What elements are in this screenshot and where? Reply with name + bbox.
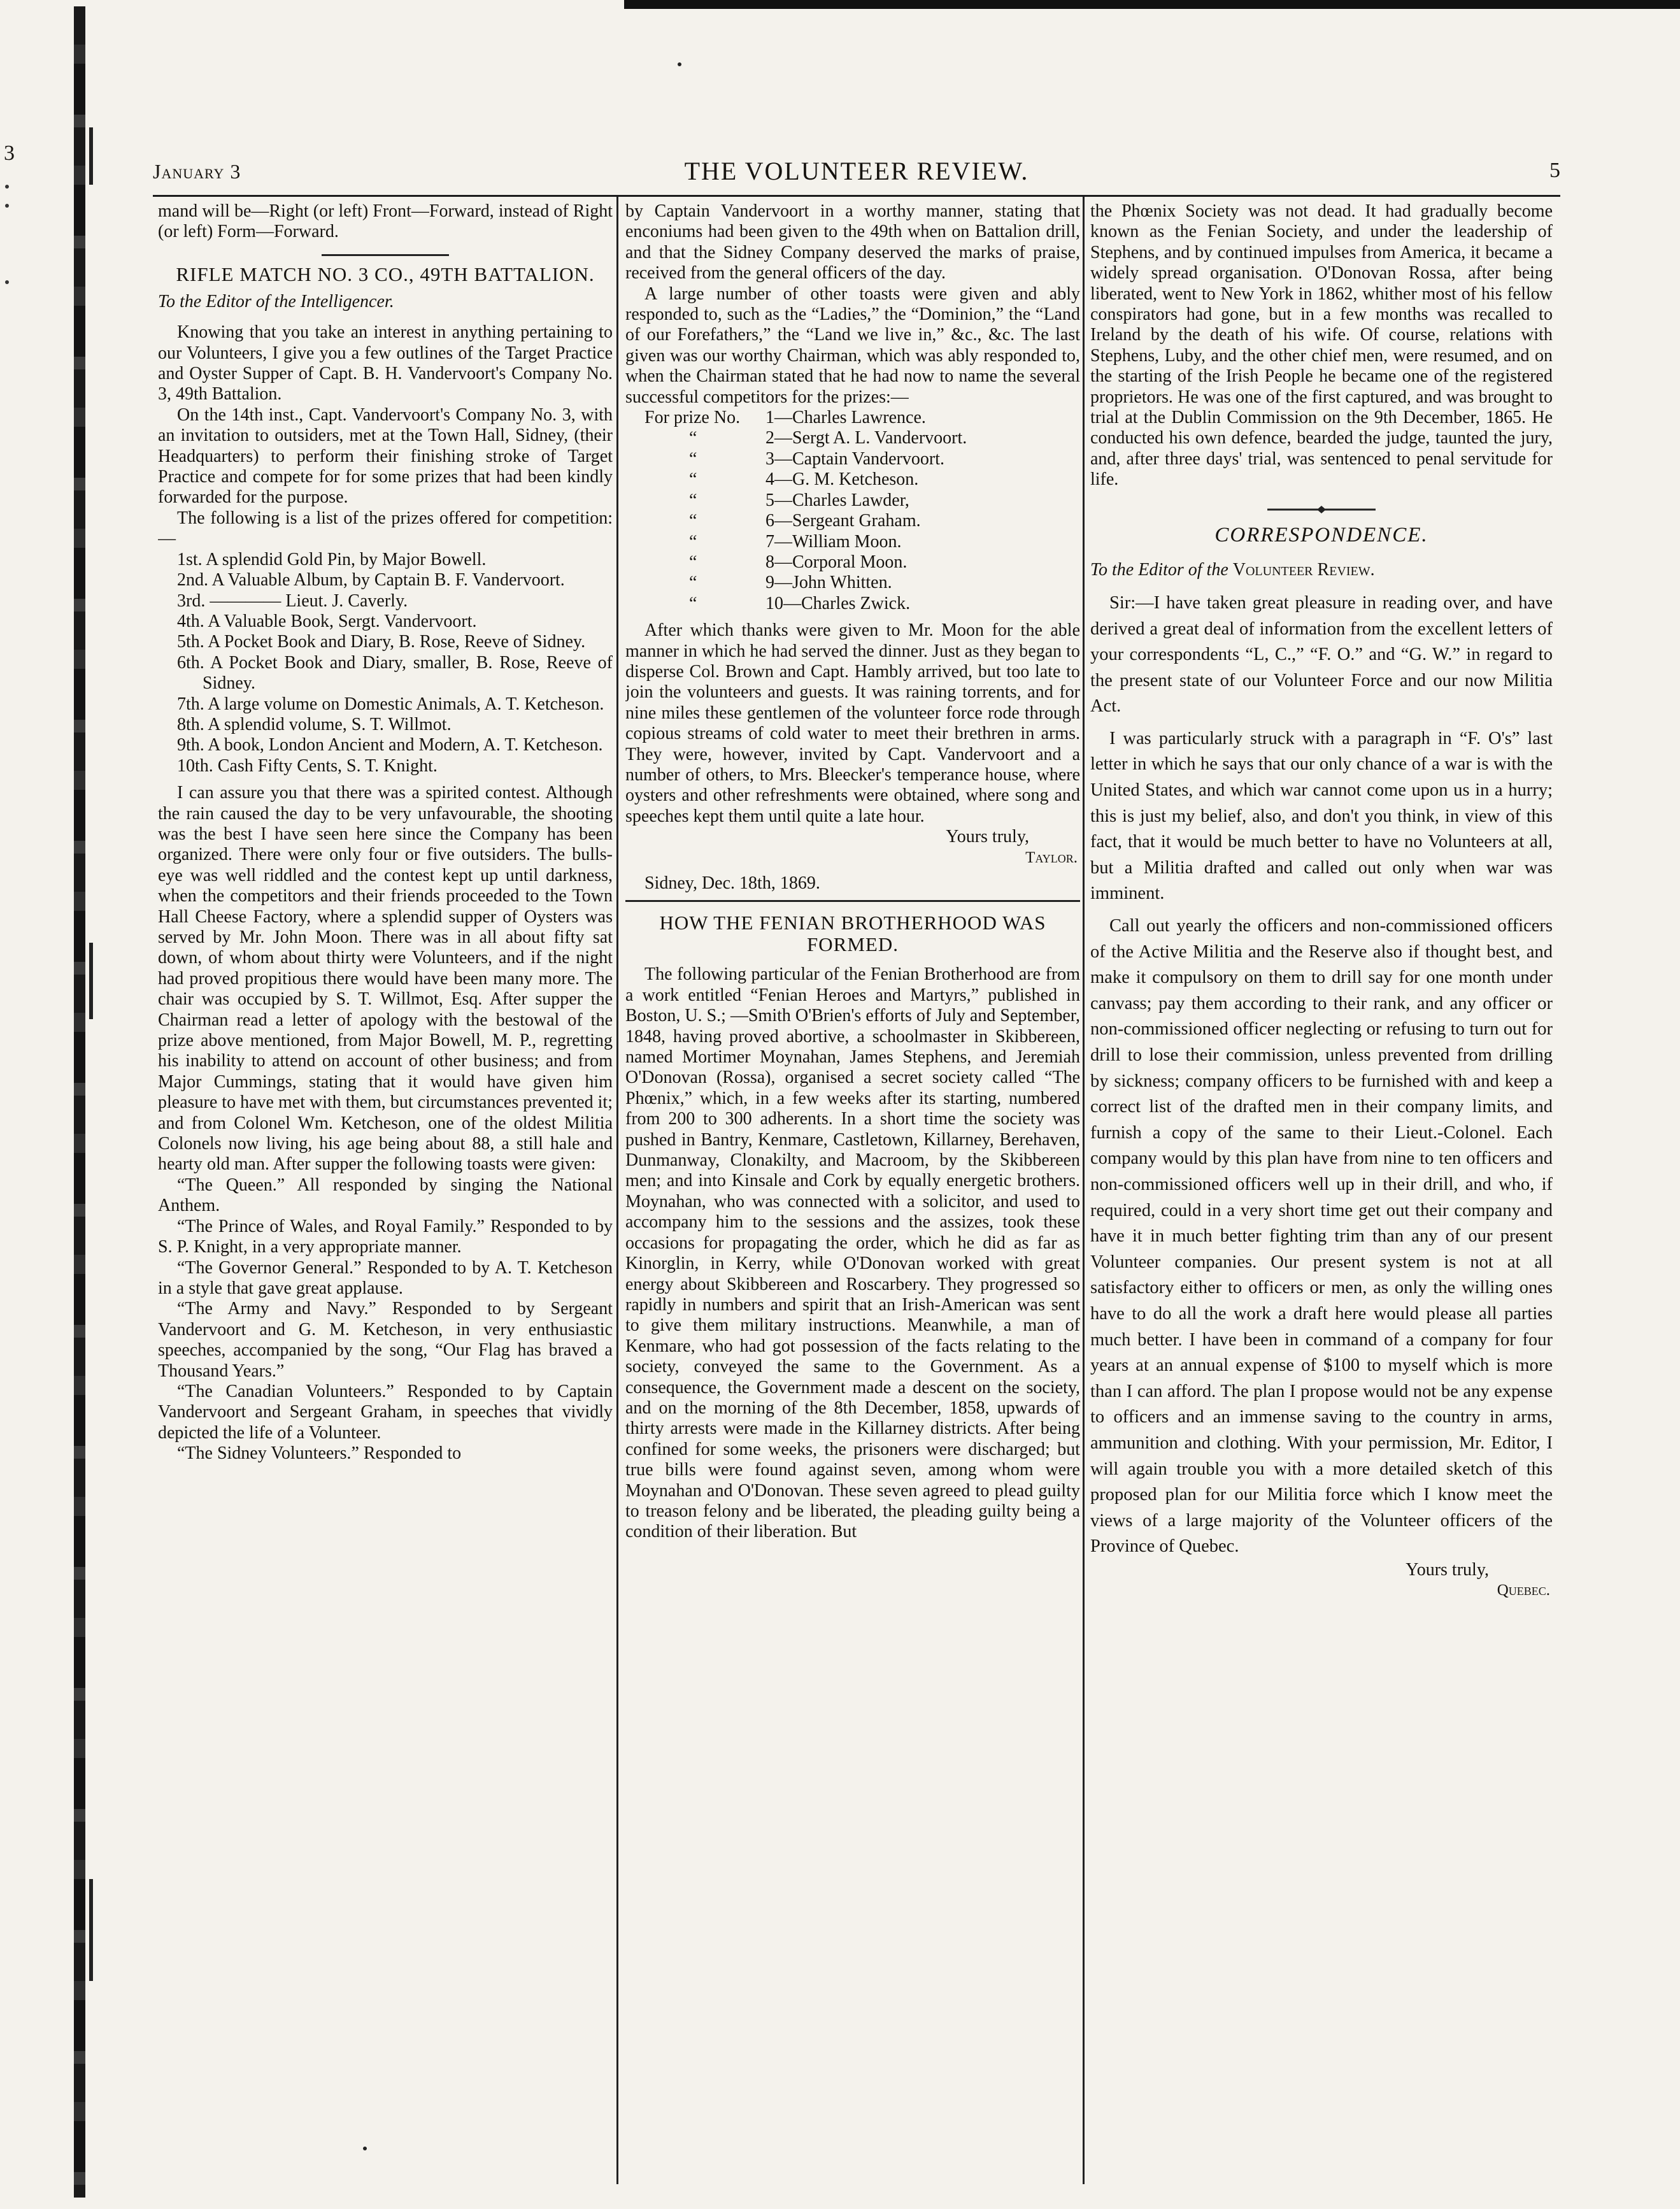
paragraph: After which thanks were given to Mr. Moon for the able manner in which he had served the dinner. Just as they began to disperse Col. Brown and Capt. Hambly arrived, but too late to join the volunteers and guests. It was raining torrents, and for nine miles these gentlemen of the volunteer force rode through copious streams of cold water to meet their brethren in arms. They were, however, invited by Capt. Vandervoort and a number of others, to Mrs. Bleecker's temperance house, where oysters and other refreshments were obtained, where song and speeches kept them until quite a late hour. xyxy=(625,620,1080,826)
ditto-mark: “ xyxy=(689,593,697,613)
prize-item: 1st. A splendid Gold Pin, by Major Bowell. xyxy=(177,549,487,569)
winner-row xyxy=(625,594,1080,614)
column-rule xyxy=(616,197,618,2184)
ditto-mark: “ xyxy=(689,490,697,510)
prize-list xyxy=(158,550,613,776)
winner-name: 1—Charles Lawrence. xyxy=(765,408,926,428)
winner-row xyxy=(625,573,1080,593)
paragraph: I was particularly struck with a paragraph in “F. O's” last letter in which he says that our only chance of a war is with the United States, and which war cannot come upon us in a hurry; this is just my belief, also, and don't you think, in view of this fact, that it would be much better to have no Volunteers at all, but a Militia drafted and called out only when war was imminent. xyxy=(1090,728,1553,904)
masthead-title: THE VOLUNTEER REVIEW. xyxy=(684,157,1029,185)
toast-paragraph: “The Governor General.” Responded to by A. T. Ketcheson in a style that gave great applause. xyxy=(158,1257,613,1298)
binding-mark xyxy=(89,1879,93,1981)
margin-speck xyxy=(5,280,9,284)
column-1 xyxy=(158,201,613,2182)
winner-name: 5—Charles Lawder, xyxy=(765,490,909,510)
paragraph: the Phœnix Society was not dead. It had gradually become known as the Fenian Society, and under the leadership of Stephens, and by continued impulses from America, it became a widely spread organisation. O'Donovan Rossa, after being liberated, went to New York in 1862, whither most of his fellow conspirators had gone, but in a few months was recalled to Ireland by the death of his wife. Of course, relations with Stephens, Luby, and the other chief men, were resumed, and on the starting of the Irish People he became one of the registered proprietors. He was one of the first captured, and was brought to trial at the Dublin Commission on the 9th December, 1865. He conducted his own defence, bearded the judge, taunted the jury, and, after three days' trial, was sentenced to penal servitude for life. xyxy=(1090,201,1553,490)
prize-item: 4th. A Valuable Book, Sergt. Vandervoort. xyxy=(177,611,477,631)
margin-speck xyxy=(5,185,9,189)
section-ornament xyxy=(1090,499,1553,520)
to-editor-prefix: To the Editor of the xyxy=(1090,559,1228,580)
letter-body xyxy=(1090,913,1553,1560)
toast-paragraph: “The Canadian Volunteers.” Responded to by Captain Vandervoort and Sergeant Graham, in speeches that vividly depicted the life of a Volunteer. xyxy=(158,1381,613,1443)
signature: Taylor. xyxy=(1025,848,1078,866)
paragraph: Knowing that you take an interest in anything pertaining to our Volunteers, I give you a few outlines of the Target Practice and Oyster Supper of Capt. B. H. Vandervoort's Company No. 3, 49th Battalion. xyxy=(158,322,613,404)
closing: Yours truly, xyxy=(946,827,1029,847)
section-rule xyxy=(625,900,1080,902)
winner-name: 10—Charles Zwick. xyxy=(765,593,911,613)
to-editor-line: To the Editor of the Intelligencer. xyxy=(158,291,394,311)
winner-row xyxy=(625,469,1080,490)
toast-paragraph: “The Queen.” All responded by singing the National Anthem. xyxy=(158,1175,613,1216)
winner-row xyxy=(625,511,1080,531)
prize-item: 7th. A large volume on Domestic Animals, A. T. Ketcheson. xyxy=(177,694,604,714)
winner-prefix: For prize No. xyxy=(644,408,741,428)
prize-item: 8th. A splendid volume, S. T. Willmot. xyxy=(177,714,452,734)
margin-speck xyxy=(5,204,9,208)
signature: Quebec. xyxy=(1497,1582,1550,1599)
paragraph: by Captain Vandervoort in a worthy manner, stating that enconiums had been given to the 49th when on Battalion drill, and that the Sidney Company deserved the marks of praise, received from the general officers of the day. xyxy=(625,201,1080,283)
ditto-mark: “ xyxy=(689,428,697,448)
scan-edge-bar xyxy=(624,0,1680,9)
prize-item: 10th. Cash Fifty Cents, S. T. Knight. xyxy=(177,755,438,776)
prize-item: 3rd. ———— Lieut. J. Caverly. xyxy=(177,590,408,611)
ditto-mark: “ xyxy=(689,511,697,531)
margin-page-number: 3 xyxy=(4,141,15,165)
ditto-mark: “ xyxy=(689,573,697,593)
ditto-mark: “ xyxy=(689,531,697,552)
article-continuation: mand will be—Right (or left) Front—Forward, instead of Right (or left) Form—Forward. xyxy=(158,201,613,242)
section-heading: CORRESPONDENCE. xyxy=(1214,524,1428,547)
toast-paragraph: “The Sidney Volunteers.” Responded to xyxy=(177,1443,462,1464)
paragraph: Sir:—I have taken great pleasure in reading over, and have derived a great deal of information from the excellent letters of your correspondents “L, C.,” “F. O.” and “G. W.” in regard to the present state of our Volunteer Force and our now Militia Act. xyxy=(1090,592,1553,717)
winner-name: 7—William Moon. xyxy=(765,531,902,552)
prize-item: 2nd. A Valuable Album, by Captain B. F. Vandervoort. xyxy=(177,570,565,590)
winner-row xyxy=(625,408,1080,428)
article-heading: HOW THE FENIAN BROTHERHOOD WAS FORMED. xyxy=(659,911,1046,956)
winner-name: 9—John Whitten. xyxy=(765,573,892,593)
winner-name: 8—Corporal Moon. xyxy=(765,552,908,572)
paragraph: Call out yearly the officers and non-commissioned officers of the Active Militia and the Reserve also if thought best, and make it compulsory on them to drill say for one month under canvass; pay them according to their rank, and any officer or non-commissioned officer neglecting or refusing to turn out for drill to lose their commission, unless prevented from drilling by sickness; company officers to be furnished with and keep a correct list of the drafted men in their company limits, and furnish a copy of the same to their Lieut.-Colonel. Each company would by this plan have from nine to ten officers and non-commissioned officers well up in their drill, and who, if required, could in a very short time get out their company and have it in much better fighting trim than any of our present Volunteer companies. Our present system is not at all satisfactory either to officers or men, as only the willing ones have to do all the work a draft here would please all parties much better. I have been in command of a company for four years at an annual expense of $100 to myself which is more than I can afford. The plan I propose would not be any expense to officers and an immense saving to the country in arms, ammunition and clothing. With your permission, Mr. Editor, I will again trouble you with a more detailed sketch of this proposed plan for our Militia force which I know meet the views of a large majority of the Volunteer officers of the Province of Quebec. xyxy=(1090,916,1553,1557)
section-divider xyxy=(322,254,449,256)
column-3 xyxy=(1090,201,1553,2182)
paragraph: A large number of other toasts were given and ably responded to, such as the “Ladies,” the “Dominion,” the “Land of our Forefathers,” the “Land we live in,” &c., &c. The last given was our worthy Chairman, which was ably responded to, when the Chairman stated that he had now to name the several successful competitors for the prizes:— xyxy=(625,283,1080,407)
prize-item: 9th. A book, London Ancient and Modern, A. T. Ketcheson. xyxy=(177,735,603,755)
header-rule xyxy=(153,195,1560,197)
winner-row xyxy=(625,449,1080,469)
winner-name: 3—Captain Vandervoort. xyxy=(765,448,944,469)
ornament-rule-icon xyxy=(1267,505,1376,514)
closing: Yours truly, xyxy=(1406,1559,1489,1580)
paragraph: On the 14th inst., Capt. Vandervoort's Company No. 3, with an invitation to outsiders, met at the Town Hall, Sidney, (their Headquarters) to perform their finishing stroke of Target Practice and compete for for some prizes that had been kindly forwarded for the purpose. xyxy=(158,404,613,508)
to-editor-publication: Volunteer Review. xyxy=(1232,559,1375,580)
print-speck xyxy=(678,62,681,66)
dateline: Sidney, Dec. 18th, 1869. xyxy=(644,873,820,893)
header-page-number: 5 xyxy=(1549,159,1560,182)
ditto-mark: “ xyxy=(689,552,697,572)
ditto-mark: “ xyxy=(689,448,697,469)
winner-name: 2—Sergt A. L. Vandervoort. xyxy=(765,428,967,448)
winner-row xyxy=(625,428,1080,448)
toast-paragraph: “The Army and Navy.” Responded to by Sergeant Vandervoort and G. M. Ketcheson, in very enthusiastic speeches, accompanied by the song, “Our Flag has braved a Thousand Years.” xyxy=(158,1299,613,1381)
winner-row xyxy=(625,490,1080,511)
paragraph: The following particular of the Fenian Brotherhood are from a work entitled “Fenian Heroes and Martyrs,” published in Boston, U. S.; —Smith O'Brien's efforts of July and September, 1848, having proved abortive, a schoolmaster in Skibbereen, named Mortimer Moynahan, James Stephens, and Jeremiah O'Donovan (Rossa), organised a secret society called “The Phœnix,” which, in a few weeks after its starting, numbered from 200 to 300 adherents. In a short time the society was pushed in Bantry, Kenmare, Castletown, Killarney, Berehaven, Dunmanway, Clonakilty, and Macroom, by the Skibbereen men; and into Kinsale and Cork by equally energetic brothers. Moynahan, who was connected with a solicitor, and used to accompany him to the sessions and the assizes, took these occasions for propagating the order, which he did as far as Kinorglin, in Kerry, while O'Donovan worked with great energy about Skibbereen and Roscarbery. They progressed so rapidly in numbers and spirit that an Irish-American was sent to give them military instructions. Meanwhile, a man of Kenmare, who had got possession of the facts relating to the society, conveyed the same to the Government. As a consequence, the Government made a descent on the society, and on the morning of the 8th December, 1858, upwards of thirty arrests were made in the Killarney districts. After being confined for some weeks, the prisoners were discharged; but true bills were found against seven, among whom were Moynahan and O'Donovan. These seven agreed to plead guilty to treason felony and be liberated, the pleading guilty being a condition of their liberation. But xyxy=(625,964,1080,1542)
winner-name: 6—Sergeant Graham. xyxy=(765,511,921,531)
letter-body xyxy=(1090,590,1553,907)
column-2 xyxy=(625,201,1080,2182)
toast-paragraph: “The Prince of Wales, and Royal Family.” Responded to by S. P. Knight, in a very appropriate manner. xyxy=(158,1216,613,1257)
prize-item: 5th. A Pocket Book and Diary, B. Rose, Reeve of Sidney. xyxy=(177,632,586,652)
binding-mark xyxy=(89,943,93,1019)
winner-name: 4—G. M. Ketcheson. xyxy=(765,469,919,490)
binding-mark xyxy=(89,127,93,185)
winner-row xyxy=(625,532,1080,552)
paragraph: I can assure you that there was a spirited contest. Although the rain caused the day to be very unfavourable, the shooting was the best I have seen here since the Company has been organized. There were only four or five outsiders. The bulls-eye was well riddled and the contest kept up until darkness, when the competitors and their friends proceeded to the Town Hall Cheese Factory, where a splendid supper of Oysters was served by Mr. John Moon. There was in all about fifty sat down, of whom about thirty were Volunteers, and if the night had proved propitious there would have been many more. The chair was occupied by S. T. Willmot, Esq. After supper the Chairman read a letter of apology with the bestowal of the prize above mentioned, from Major Bowell, M. P., regretting his inability to attend on account of other business; and from Major Cummings, stating that it would have given him pleasure to have met with them, but circumstances prevented it; and from Colonel Wm. Ketcheson, one of the oldest Militia Colonels now living, his age being about 88, a still hale and hearty old man. After supper the following toasts were given: xyxy=(158,783,613,1175)
binding-edge xyxy=(74,6,85,2198)
ditto-mark: “ xyxy=(689,469,697,490)
header-date: January 3 xyxy=(153,160,241,183)
running-header xyxy=(153,156,1560,188)
winners-list xyxy=(625,408,1080,614)
column-rule xyxy=(1083,197,1085,2184)
prize-item: 6th. A Pocket Book and Diary, smaller, B. Rose, Reeve of Sidney. xyxy=(177,652,613,694)
paragraph: The following is a list of the prizes offered for competition:— xyxy=(158,508,613,549)
winner-row xyxy=(625,552,1080,573)
article-heading: RIFLE MATCH NO. 3 CO., 49TH BATTALION. xyxy=(176,262,595,285)
to-editor-line xyxy=(1090,560,1553,580)
